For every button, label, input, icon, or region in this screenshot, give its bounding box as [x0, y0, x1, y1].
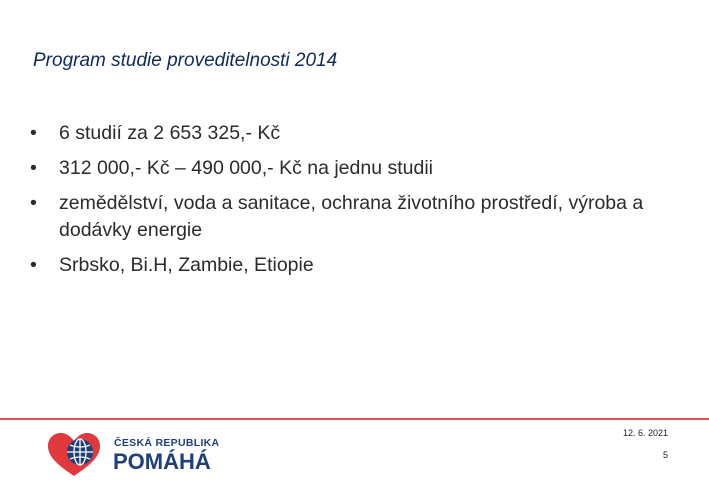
logo-text-helps: POMÁHÁ [113, 449, 211, 474]
footer-divider [0, 418, 709, 420]
bullet-text: zemědělství, voda a sanitace, ochrana životního prostředí, výroba a dodávky energie [59, 192, 644, 241]
logo [44, 430, 224, 480]
bullet-marker: • [30, 157, 37, 179]
list-item [30, 155, 700, 182]
list-item [30, 120, 700, 147]
list-item [30, 190, 700, 244]
bullet-text: 312 000,- Kč – 490 000,- Kč na jednu studii [59, 157, 434, 179]
list-item [30, 252, 700, 279]
bullet-marker: • [30, 254, 37, 276]
page-number: 5 [662, 450, 668, 460]
logo-text-country: ČESKÁ REPUBLIKA [114, 437, 220, 449]
bullet-text: 6 studií za 2 653 325,- Kč [59, 122, 281, 144]
bullet-text: Srbsko, Bi.H, Zambie, Etiopie [59, 254, 314, 276]
bullet-list [30, 120, 700, 287]
heart-globe-icon [44, 430, 104, 480]
bullet-marker: • [30, 122, 37, 144]
footer-date: 12. 6. 2021 [622, 428, 668, 438]
bullet-marker: • [30, 192, 37, 214]
slide-title: Program studie proveditelnosti 2014 [33, 50, 338, 71]
